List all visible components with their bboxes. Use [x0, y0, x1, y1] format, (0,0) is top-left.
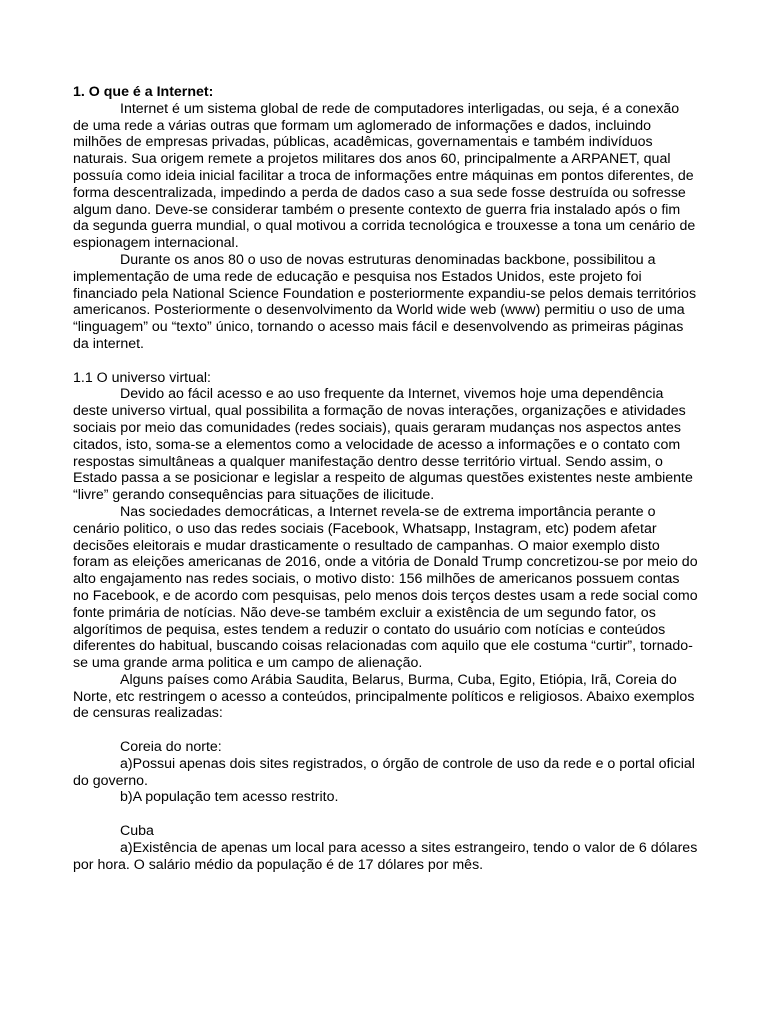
- spacer: [73, 353, 698, 370]
- spacer: [73, 806, 698, 823]
- paragraph: Nas sociedades democráticas, a Internet revela-se de extrema importância perante o cenário politico, o uso das redes sociais (Facebook, Whatsapp, Instagram, etc) podem afetar decisões eleitorais e mudar drasticamente o resultado de campanhas. O maior exemplo disto foram as eleições americanas de 2016, onde a vitória de Donald Trump concretizou-se por meio do alto engajamento nas redes sociais, o motivo disto: 156 milhões de americanos possuem contas no Facebook, e de acordo com pesquisas, pelo menos dois terços destes usam a rede social como fonte primária de notícias. Não deve-se também excluir a existência de um segundo fator, os algorítimos de pequisa, estes tendem a reduzir o contato do usuário com notícias e conteúdos diferentes do habitual, buscando coisas relacionadas com aquilo que ele costuma “curtir”, tornado-se uma grande arma politica e um campo de alienação.: [73, 503, 698, 672]
- paragraph: Devido ao fácil acesso e ao uso frequente da Internet, vivemos hoje uma dependência deste universo virtual, qual possibilita a formação de novas interações, organizações e atividades sociais por meio das comunidades (redes sociais), quais geraram mudanças nos aspectos antes citados, isto, soma-se a elementos como a velocidade de acesso a informações e o contato com respostas simultâneas a qualquer manifestação dentro desse território virtual. Sendo assim, o Estado passa a se posicionar e legislar a respeito de algumas questões existentes neste ambiente “livre” gerando consequências para situações de ilicitude.: [73, 386, 693, 504]
- list-item: a)Possui apenas dois sites registrados, o órgão de controle de uso da rede e o portal oficial do governo.: [73, 755, 695, 789]
- country-title: Cuba: [120, 823, 154, 840]
- spacer: [73, 722, 698, 739]
- country-title: Coreia do norte:: [120, 739, 222, 756]
- list-item: b)A população tem acesso restrito.: [120, 789, 339, 806]
- paragraph: Alguns países como Arábia Saudita, Belarus, Burma, Cuba, Egito, Etiópia, Irã, Coreia do Norte, etc restringem o acesso a conteúdos, principalmente políticos e religiosos. Abaixo exemplos de censuras realizadas:: [73, 671, 695, 722]
- paragraph: Durante os anos 80 o uso de novas estruturas denominadas backbone, possibilitou a implementação de uma rede de educação e pesquisa nos Estados Unidos, este projeto foi financiado pela National Science Foundation e posteriormente expandiu-se pelos demais territórios americanos. Posteriormente o desenvolvimento da World wide web (www) permitiu o uso de uma “linguagem” ou “texto” único, tornando o acesso mais fácil e desenvolvendo as primeiras páginas da internet.: [73, 251, 697, 352]
- section-heading: 1. O que é a Internet:: [73, 84, 214, 100]
- list-item: a)Existência de apenas um local para acesso a sites estrangeiro, tendo o valor de 6 dólares por hora. O salário médio da população é de 17 dólares por mês.: [73, 839, 698, 873]
- paragraph: Internet é um sistema global de rede de computadores interligadas, ou seja, é a conexão de uma rede a várias outras que formam um aglomerado de informações e dados, incluindo milhões de empresas privadas, públicas, acadêmicas, governamentais e também indivíduos naturais. Sua origem remete a projetos militares dos anos 60, principalmente a ARPANET, qual possuía como ideia inicial facilitar a troca de informações entre máquinas em pontos diferentes, de forma descentralizada, impedindo a perda de dados caso a sua sede fosse destruída ou sofresse algum dano. Deve-se considerar também o presente contexto de guerra fria instalado após o fim da segunda guerra mundial, o qual motivou a corrida tecnológica e trouxesse a tona um cenário de espionagem internacional.: [73, 100, 696, 252]
- subsection-heading: 1.1 O universo virtual:: [73, 369, 211, 386]
